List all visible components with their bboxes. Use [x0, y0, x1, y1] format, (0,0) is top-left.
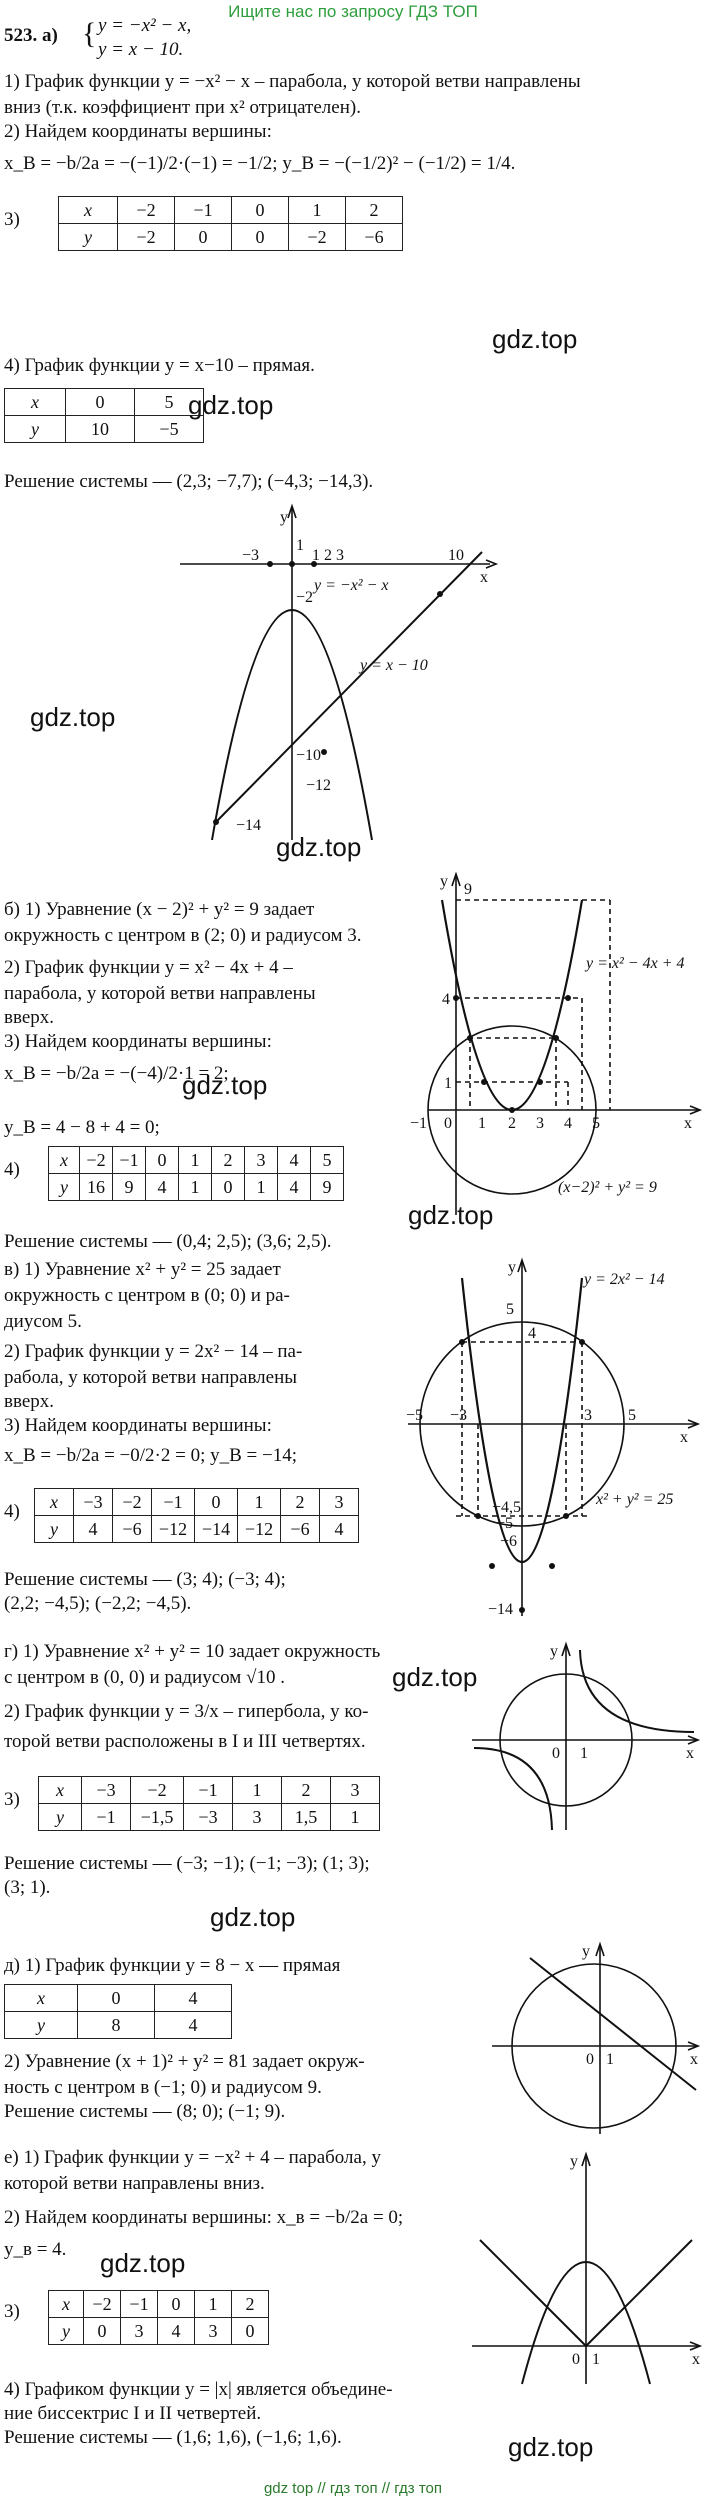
b-vertex-x: x_B = −b/2a = −(−4)/2·1 = 2; [4, 1063, 229, 1084]
table-cell: x [49, 2291, 84, 2318]
table-cell: −2 [84, 2291, 121, 2318]
tick-label: 4 [528, 1325, 536, 1342]
watermark: gdz.top [492, 324, 578, 354]
table-cell: y [39, 1804, 82, 1831]
b-text-2: окружность с центром в (2; 0) и радиусом 3. [4, 925, 362, 946]
table-cell: 1 [331, 1804, 380, 1831]
table-cell: 0 [232, 224, 289, 251]
e-value-table [48, 2290, 269, 2345]
e-step-3: 3) [4, 2301, 20, 2322]
table-cell: 4 [146, 1174, 179, 1201]
tick-label: 3 [584, 1407, 592, 1424]
table-cell: −2 [113, 1489, 152, 1516]
e-solution: Решение системы — (1,6; 1,6), (−1,6; 1,6). [4, 2427, 342, 2448]
axis-label: y [570, 2153, 578, 2170]
tick-label: 10 [448, 547, 464, 564]
tick-label: 2 [508, 1115, 516, 1132]
table-cell: 10 [66, 416, 135, 443]
tick-label: 1 [296, 537, 304, 554]
graph-d [490, 1940, 704, 2136]
v-text-7: 3) Найдем координаты вершины: [4, 1415, 272, 1436]
graph-v [400, 1256, 704, 1618]
b-text-4: парабола, у которой ветви направлены [4, 983, 316, 1004]
table-cell: 0 [195, 1489, 238, 1516]
circle-label: x² + y² = 25 [596, 1491, 674, 1508]
tick-label: −2 [296, 589, 314, 606]
table-cell: −1 [82, 1804, 131, 1831]
table-cell: −1 [113, 1147, 146, 1174]
table-cell: −2 [80, 1147, 113, 1174]
tick-label: 9 [464, 881, 472, 898]
table-cell: −2 [289, 224, 346, 251]
tick-label: 5 [592, 1115, 600, 1132]
table-cell: 3 [233, 1804, 282, 1831]
table-cell: 3 [195, 2318, 232, 2345]
v-solution-2: (2,2; −4,5); (−2,2; −4,5). [4, 1593, 192, 1614]
v-text-5: рабола, у которой ветви направлены [4, 1367, 298, 1388]
v-value-table [34, 1488, 359, 1543]
tick-label: 0 [444, 1115, 452, 1132]
table-cell: −1 [175, 197, 232, 224]
a-solution: Решение системы — (2,3; −7,7); (−4,3; −14,3). [4, 471, 374, 492]
v-text-2: окружность с центром в (0; 0) и ра- [4, 1285, 290, 1306]
table-cell: 2 [232, 2291, 269, 2318]
tick-label: 1 2 3 [312, 547, 344, 564]
g-text-3: 2) График функции y = 3/x – гипербола, у ко- [4, 1701, 369, 1722]
tick-label: 5 [628, 1407, 636, 1424]
v-text-3: диусом 5. [4, 1311, 82, 1332]
table-cell: −12 [238, 1516, 281, 1543]
table-cell: y [49, 1174, 80, 1201]
footer-links[interactable]: gdz top // гдз топ // гдз топ [263, 2480, 443, 2497]
table-cell: −5 [135, 416, 204, 443]
table-cell: x [35, 1489, 74, 1516]
table-cell: 9 [311, 1174, 344, 1201]
table-cell: 0 [212, 1174, 245, 1201]
tick-label: −5 [496, 1515, 514, 1532]
tick-label: 1 [592, 2351, 600, 2368]
table-cell: y [59, 224, 118, 251]
table-cell: 0 [232, 197, 289, 224]
a-text-3: 2) Найдем координаты вершины: [4, 121, 272, 142]
v-text-6: вверх. [4, 1391, 55, 1412]
table-cell: x [49, 1147, 80, 1174]
watermark: gdz.top [408, 1200, 494, 1230]
table-cell: 1 [179, 1174, 212, 1201]
table-cell: 2 [282, 1777, 331, 1804]
axis-label: x [684, 1115, 692, 1132]
tick-label: −5 [406, 1407, 424, 1424]
v-text-1: в) 1) Уравнение x² + y² = 25 задает [4, 1259, 281, 1280]
b-step-4: 4) [4, 1159, 20, 1180]
table-cell: 1 [179, 1147, 212, 1174]
b-text-5: вверх. [4, 1007, 55, 1028]
axis-label: x [686, 1745, 694, 1762]
table-cell: 8 [78, 2012, 155, 2039]
table-cell: 4 [155, 1985, 232, 2012]
d-value-table [4, 1984, 232, 2039]
table-cell: 0 [66, 389, 135, 416]
tick-label: −4,5 [492, 1499, 522, 1516]
system-eq-1: y = −x² − x, [98, 15, 192, 36]
e-text-3: 2) Найдем координаты вершины: x_в = −b/2a = 0; [4, 2207, 404, 2228]
a-vertex-formula: x_B = −b/2a = −(−1)/2·(−1) = −1/2; y_B = −(−1/2)² − (−1/2) = 1/4. [4, 153, 516, 174]
g-solution-2: (3; 1). [4, 1877, 51, 1898]
table-cell: 1 [238, 1489, 281, 1516]
axis-label: y [280, 509, 288, 526]
table-cell: 4 [278, 1147, 311, 1174]
b-vertex-y: y_B = 4 − 8 + 4 = 0; [4, 1117, 160, 1138]
table-cell: 4 [155, 2012, 232, 2039]
table-cell: 1 [233, 1777, 282, 1804]
tick-label: 1 [478, 1115, 486, 1132]
table-cell: y [5, 416, 66, 443]
tick-label: −12 [306, 777, 332, 794]
table-cell: −3 [184, 1804, 233, 1831]
d-text-1: д) 1) График функции y = 8 − x — прямая [4, 1955, 341, 1976]
g-value-table [38, 1776, 380, 1831]
b-value-table [48, 1146, 344, 1201]
tick-label: −10 [296, 747, 322, 764]
table-cell: y [35, 1516, 74, 1543]
curve-label: y = −x² − x [314, 577, 389, 594]
table-cell: −3 [74, 1489, 113, 1516]
g-step-3: 3) [4, 1789, 20, 1810]
system-brace: { [82, 17, 97, 50]
watermark: gdz.top [276, 832, 362, 862]
b-text-1: б) 1) Уравнение (x − 2)² + y² = 9 задает [4, 899, 315, 920]
v-step-4: 4) [4, 1501, 20, 1522]
table-cell: 4 [158, 2318, 195, 2345]
v-solution-1: Решение системы — (3; 4); (−3; 4); [4, 1569, 286, 1590]
table-cell: −6 [113, 1516, 152, 1543]
circle-label: (x−2)² + y² = 9 [558, 1179, 657, 1196]
tick-label: 4 [564, 1115, 572, 1132]
table-cell: 1 [289, 197, 346, 224]
table-cell: 0 [84, 2318, 121, 2345]
table-cell: x [5, 1985, 78, 2012]
b-solution: Решение системы — (0,4; 2,5); (3,6; 2,5). [4, 1231, 332, 1252]
b-text-6: 3) Найдем координаты вершины: [4, 1031, 272, 1052]
table-cell: 3 [245, 1147, 278, 1174]
table-cell: x [59, 197, 118, 224]
v-vertex: x_B = −b/2a = −0/2·2 = 0; y_B = −14; [4, 1445, 297, 1466]
table-cell: 4 [74, 1516, 113, 1543]
table-cell: y [49, 2318, 84, 2345]
table-cell: 1,5 [282, 1804, 331, 1831]
system-eq-2: y = x − 10. [98, 39, 184, 60]
table-cell: 5 [311, 1147, 344, 1174]
tick-label: 1 [444, 1075, 452, 1092]
axis-label: y [550, 1643, 558, 1660]
watermark: gdz.top [508, 2432, 594, 2462]
tick-label: 0 [586, 2051, 594, 2068]
table-cell: 0 [146, 1147, 179, 1174]
v-text-4: 2) График функции y = 2x² − 14 – па- [4, 1341, 303, 1362]
table-cell: 3 [121, 2318, 158, 2345]
table-cell: −1 [121, 2291, 158, 2318]
watermark: gdz.top [392, 1662, 478, 1692]
axis-label: x [480, 569, 488, 586]
tick-label: 0 [552, 1745, 560, 1762]
e-text-6: ние биссектрис I и II четвертей. [4, 2403, 262, 2424]
a-text-2: вниз (т.к. коэффициент при x² отрицателен). [4, 97, 361, 118]
graph-a [180, 500, 500, 840]
a-text-1: 1) График функции y = −x² − x – парабола, у которой ветви направлены [4, 71, 581, 92]
tick-label: −1 [410, 1115, 428, 1132]
tick-label: 5 [506, 1301, 514, 1318]
tick-label: 1 [580, 1745, 588, 1762]
table-cell: x [5, 389, 66, 416]
table-cell: 2 [281, 1489, 320, 1516]
e-text-1: е) 1) График функции y = −x² + 4 – парабола, у [4, 2147, 381, 2168]
line-label: y = x − 10 [360, 657, 428, 674]
b-text-3: 2) График функции y = x² − 4x + 4 – [4, 957, 293, 978]
d-text-2: 2) Уравнение (x + 1)² + y² = 81 задает окруж- [4, 2051, 365, 2072]
table-cell: −2 [131, 1777, 184, 1804]
watermark: gdz.top [210, 1902, 296, 1932]
g-text-2: с центром в (0, 0) и радиусом √10 . [4, 1667, 285, 1688]
axis-label: y [508, 1259, 516, 1276]
watermark: gdz.top [30, 702, 116, 732]
search-banner[interactable]: Ищите нас по запросу ГДЗ ТОП [228, 2, 478, 21]
d-solution: Решение системы — (8; 0); (−1; 9). [4, 2101, 286, 2122]
table-cell: 0 [175, 224, 232, 251]
g-text-1: г) 1) Уравнение x² + y² = 10 задает окружность [4, 1641, 381, 1662]
watermark: gdz.top [100, 2248, 186, 2278]
axis-label: x [690, 2051, 698, 2068]
table-cell: 1 [195, 2291, 232, 2318]
graph-b [408, 870, 704, 1220]
e-text-5: 4) Графиком функции y = |x| является объедине- [4, 2379, 393, 2400]
axis-label: x [680, 1429, 688, 1446]
e-text-4: y_в = 4. [4, 2239, 67, 2260]
table-cell: 2 [212, 1147, 245, 1174]
table-cell: x [39, 1777, 82, 1804]
table-cell: −3 [82, 1777, 131, 1804]
axis-label: x [692, 2351, 700, 2368]
table-cell: 4 [278, 1174, 311, 1201]
a-step-3: 3) [4, 209, 20, 230]
table-cell: 0 [78, 1985, 155, 2012]
d-text-3: ность с центром в (−1; 0) и радиусом 9. [4, 2077, 322, 2098]
table-cell: 2 [346, 197, 403, 224]
table-cell: −2 [118, 197, 175, 224]
table-cell: 1 [245, 1174, 278, 1201]
table-cell: −1 [184, 1777, 233, 1804]
table-cell: 3 [320, 1489, 359, 1516]
table-cell: 3 [331, 1777, 380, 1804]
table-cell: −6 [346, 224, 403, 251]
tick-label: −14 [488, 1601, 514, 1618]
a-value-table-1 [58, 196, 403, 251]
table-cell: 4 [320, 1516, 359, 1543]
tick-label: −6 [500, 1533, 518, 1550]
tick-label: 0 [572, 2351, 580, 2368]
axis-label: y [582, 1943, 590, 1960]
a-value-table-2 [4, 388, 204, 443]
watermark: gdz.top [182, 1070, 268, 1100]
tick-label: 3 [536, 1115, 544, 1132]
g-text-4: торой ветви расположены в I и III четвертях. [4, 1731, 366, 1752]
tick-label: −3 [242, 547, 260, 564]
tick-label: 4 [442, 991, 450, 1008]
watermark: gdz.top [188, 390, 274, 420]
table-cell: y [5, 2012, 78, 2039]
table-cell: 5 [135, 389, 204, 416]
graph-e [470, 2150, 704, 2386]
g-solution-1: Решение системы — (−3; −1); (−1; −3); (1; 3); [4, 1853, 370, 1874]
tick-label: 1 [606, 2051, 614, 2068]
axis-label: y [440, 873, 448, 890]
curve-label: y = 2x² − 14 [584, 1271, 665, 1288]
table-cell: −14 [195, 1516, 238, 1543]
table-cell: −1 [152, 1489, 195, 1516]
table-cell: 0 [158, 2291, 195, 2318]
e-text-2: которой ветви направлены вниз. [4, 2173, 265, 2194]
a-text-4: 4) График функции y = x−10 – прямая. [4, 355, 315, 376]
table-cell: −2 [118, 224, 175, 251]
tick-label: −3 [450, 1407, 468, 1424]
curve-label: y = x² − 4x + 4 [586, 955, 685, 972]
table-cell: 16 [80, 1174, 113, 1201]
problem-number: 523. а) [4, 25, 58, 46]
graph-g [470, 1640, 702, 1832]
table-cell: 9 [113, 1174, 146, 1201]
table-cell: −1,5 [131, 1804, 184, 1831]
table-cell: 0 [232, 2318, 269, 2345]
tick-label: −14 [236, 817, 262, 834]
table-cell: −12 [152, 1516, 195, 1543]
table-cell: −6 [281, 1516, 320, 1543]
